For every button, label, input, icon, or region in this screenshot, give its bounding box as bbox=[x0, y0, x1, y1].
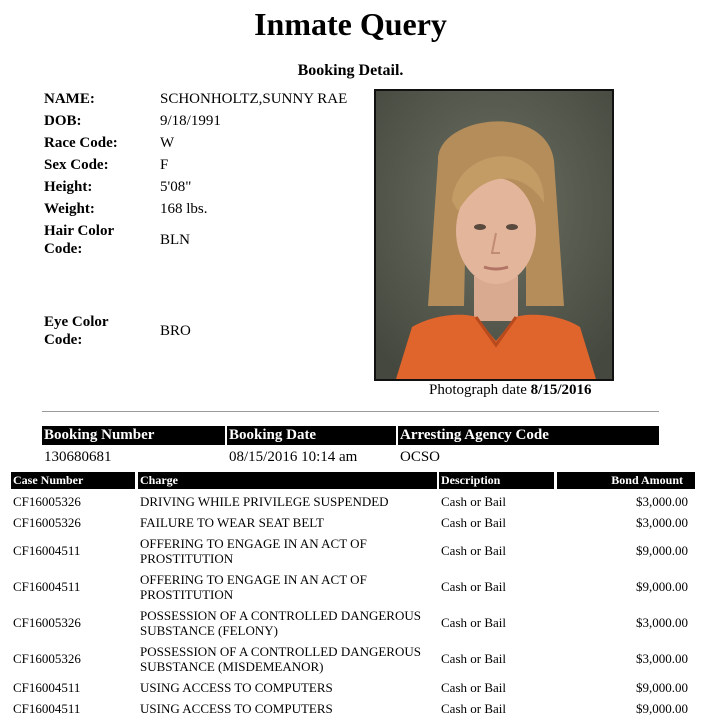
eye-label bbox=[44, 313, 109, 349]
photo-caption-prefix: Photograph date bbox=[429, 382, 527, 398]
charge-text: DRIVING WHILE PRIVILEGE SUSPENDED bbox=[140, 494, 389, 509]
weight-label: Weight: bbox=[44, 201, 95, 217]
charge-text: USING ACCESS TO COMPUTERS bbox=[140, 701, 333, 716]
case-number: CF16004511 bbox=[13, 680, 81, 695]
charge-description: Cash or Bail bbox=[441, 680, 506, 695]
photo-date: 8/15/2016 bbox=[530, 382, 592, 398]
race-label: Race Code: bbox=[44, 135, 118, 151]
name-value: SCHONHOLTZ,SUNNY RAE bbox=[160, 91, 348, 107]
case-number: CF16005326 bbox=[13, 615, 81, 630]
charge-description: Cash or Bail bbox=[441, 615, 506, 630]
charge-text: POSSESSION OF A CONTROLLED DANGEROUS SUBSTANCE (MISDEMEANOR) bbox=[140, 644, 421, 674]
charge-text: FAILURE TO WEAR SEAT BELT bbox=[140, 515, 324, 530]
bond-amount: $3,000.00 bbox=[636, 651, 688, 666]
charge-text: POSSESSION OF A CONTROLLED DANGEROUS SUBSTANCE (FELONY) bbox=[140, 608, 421, 638]
bond-amount: $9,000.00 bbox=[636, 680, 688, 695]
booking-number-value: 130680681 bbox=[44, 449, 112, 465]
bond-amount: $9,000.00 bbox=[636, 543, 688, 558]
inmate-photo bbox=[374, 89, 614, 381]
dob-label: DOB: bbox=[44, 113, 82, 129]
name-label: NAME: bbox=[44, 91, 95, 107]
case-number: CF16004511 bbox=[13, 543, 81, 558]
charge-description: Cash or Bail bbox=[441, 651, 506, 666]
page-subtitle: Booking Detail. bbox=[297, 62, 404, 79]
weight-value: 168 lbs. bbox=[160, 201, 208, 217]
charge-description: Cash or Bail bbox=[441, 579, 506, 594]
booking-date-value: 08/15/2016 10:14 am bbox=[229, 449, 358, 465]
bond-amount-header: Bond Amount bbox=[557, 472, 695, 489]
hair-label bbox=[44, 222, 114, 258]
sex-label: Sex Code: bbox=[44, 157, 109, 173]
dob-value: 9/18/1991 bbox=[160, 113, 221, 129]
bond-amount: $3,000.00 bbox=[636, 615, 688, 630]
booking-number-header: Booking Number bbox=[42, 426, 225, 445]
case-number: CF16005326 bbox=[13, 494, 81, 509]
hair-label-line1: Hair Color bbox=[44, 223, 115, 239]
height-label: Height: bbox=[44, 179, 93, 195]
case-number: CF16004511 bbox=[13, 579, 81, 594]
hair-label-line2: Code: bbox=[44, 241, 83, 257]
eye-value: BRO bbox=[160, 323, 191, 339]
hair-value: BLN bbox=[160, 232, 190, 248]
bond-amount: $9,000.00 bbox=[636, 701, 688, 716]
bond-amount: $3,000.00 bbox=[636, 515, 688, 530]
portrait-image bbox=[376, 91, 612, 379]
charge-text: OFFERING TO ENGAGE IN AN ACT OF PROSTITUTION bbox=[140, 572, 367, 602]
page-title: Inmate Query bbox=[254, 6, 447, 42]
charge-description: Cash or Bail bbox=[441, 494, 506, 509]
case-number: CF16005326 bbox=[13, 651, 81, 666]
charge-text: USING ACCESS TO COMPUTERS bbox=[140, 680, 333, 695]
photo-caption bbox=[429, 382, 592, 399]
arresting-agency-header: Arresting Agency Code bbox=[398, 426, 659, 445]
description-header: Description bbox=[439, 472, 554, 489]
race-value: W bbox=[160, 135, 175, 151]
case-number: CF16005326 bbox=[13, 515, 81, 530]
eye-label-line2: Code: bbox=[44, 332, 83, 348]
section-divider bbox=[42, 411, 659, 412]
eye-label-line1: Eye Color bbox=[44, 314, 109, 330]
charge-header: Charge bbox=[138, 472, 437, 489]
booking-date-header: Booking Date bbox=[227, 426, 396, 445]
bond-amount: $3,000.00 bbox=[636, 494, 688, 509]
sex-value: F bbox=[160, 157, 169, 173]
charge-description: Cash or Bail bbox=[441, 543, 506, 558]
bond-amount: $9,000.00 bbox=[636, 579, 688, 594]
case-number-header: Case Number bbox=[11, 472, 135, 489]
charge-description: Cash or Bail bbox=[441, 701, 506, 716]
height-value: 5'08" bbox=[160, 179, 192, 195]
charge-description: Cash or Bail bbox=[441, 515, 506, 530]
charge-text: OFFERING TO ENGAGE IN AN ACT OF PROSTITUTION bbox=[140, 536, 367, 566]
case-number: CF16004511 bbox=[13, 701, 81, 716]
arresting-agency-value: OCSO bbox=[400, 449, 441, 465]
